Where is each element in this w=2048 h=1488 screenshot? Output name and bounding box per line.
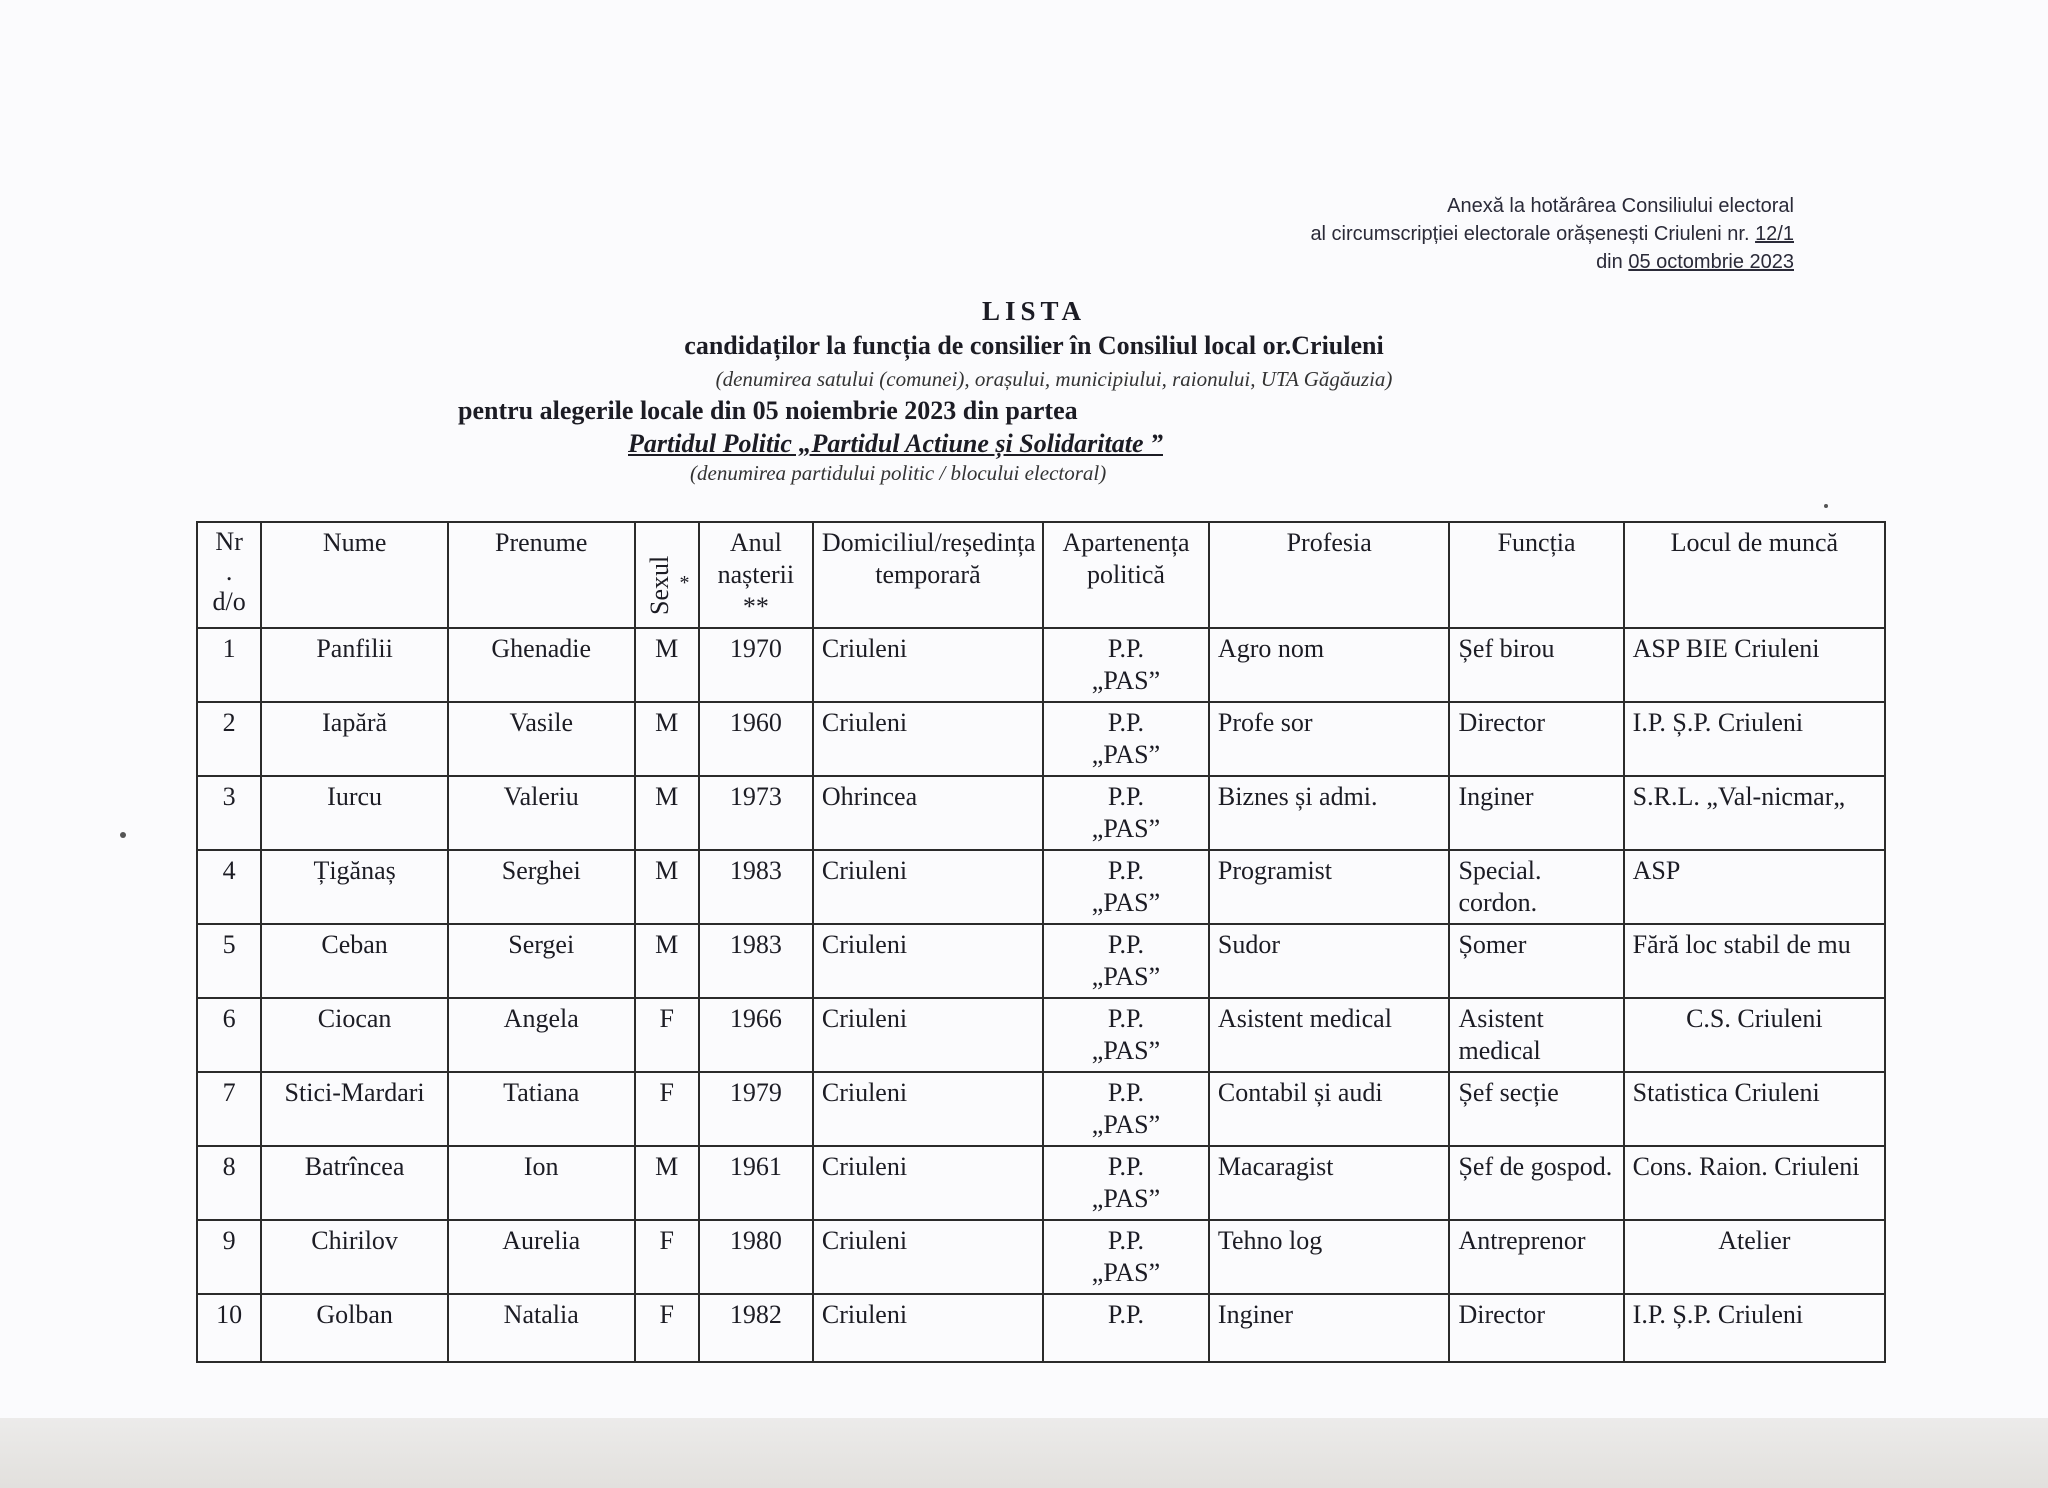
- cell-sex: M: [635, 924, 699, 998]
- cell-functia: Șef birou: [1449, 628, 1623, 702]
- col-sexul-label: Sexul: [644, 555, 674, 615]
- cell-profesia: Tehno log: [1209, 1220, 1450, 1294]
- cell-apartenenta: [1043, 1220, 1209, 1294]
- col-nr-3: d/o: [212, 587, 246, 616]
- cell-apartenenta: [1043, 776, 1209, 850]
- cell-anul: 1966: [699, 998, 813, 1072]
- apartenenta-line-2: „PAS”: [1091, 1184, 1161, 1213]
- col-locul: Locul de muncă: [1624, 522, 1885, 628]
- cell-prenume: Valeriu: [448, 776, 635, 850]
- cell-locul: C.S. Criuleni: [1624, 998, 1885, 1072]
- cell-nume: Țigănaș: [261, 850, 448, 924]
- cell-sex: M: [635, 776, 699, 850]
- cell-sex: F: [635, 1072, 699, 1146]
- col-anul-label: Anul nașterii: [717, 528, 795, 589]
- cell-prenume: Serghei: [448, 850, 635, 924]
- apartenenta-line-2: „PAS”: [1091, 814, 1161, 843]
- cell-anul: 1970: [699, 628, 813, 702]
- cell-functia: Inginer: [1449, 776, 1623, 850]
- col-apartenenta: Apartenența politică: [1043, 522, 1209, 628]
- cell-locul: S.R.L. „Val-nicmar„: [1624, 776, 1885, 850]
- apartenenta-line-1: P.P.: [1107, 930, 1145, 959]
- cell-nr: 7: [197, 1072, 261, 1146]
- cell-anul: 1961: [699, 1146, 813, 1220]
- apartenenta-line-1: P.P.: [1107, 1004, 1145, 1033]
- cell-domiciliu: Criuleni: [813, 1146, 1043, 1220]
- cell-nume: Iapără: [261, 702, 448, 776]
- paper-edge: [0, 1418, 2048, 1488]
- apartenenta-line-2: „PAS”: [1091, 1110, 1161, 1139]
- col-profesia: Profesia: [1209, 522, 1450, 628]
- cell-prenume: Aurelia: [448, 1220, 635, 1294]
- cell-locul: Fără loc stabil de mu: [1624, 924, 1885, 998]
- cell-domiciliu: Criuleni: [813, 628, 1043, 702]
- cell-nume: Ciocan: [261, 998, 448, 1072]
- table-row: [197, 850, 1885, 924]
- cell-apartenenta: [1043, 1072, 1209, 1146]
- cell-profesia: Programist: [1209, 850, 1450, 924]
- cell-sex: M: [635, 702, 699, 776]
- cell-profesia: Sudor: [1209, 924, 1450, 998]
- annex-line-3: [1310, 248, 1794, 276]
- table-row: [197, 1294, 1885, 1362]
- col-domiciliu: Domiciliul/reședința temporară: [813, 522, 1043, 628]
- cell-sex: M: [635, 1146, 699, 1220]
- apartenenta-line-1: P.P.: [1107, 1078, 1145, 1107]
- cell-nr: 8: [197, 1146, 261, 1220]
- col-nr-1: Nr: [215, 527, 243, 556]
- cell-sex: M: [635, 628, 699, 702]
- cell-anul: 1979: [699, 1072, 813, 1146]
- cell-profesia: Inginer: [1209, 1294, 1450, 1362]
- candidates-table: [196, 521, 1886, 1363]
- cell-domiciliu: Criuleni: [813, 1294, 1043, 1362]
- locality-hint: (denumirea satului (comunei), orașului, municipiului, raionului, UTA Găgăuzia): [715, 367, 1393, 391]
- cell-locul: ASP: [1624, 850, 1885, 924]
- decision-date: 05 octombrie 2023: [1628, 251, 1794, 273]
- apartenenta-line-1: P.P.: [1107, 1300, 1145, 1329]
- party-name: Partidul Politic „Partidul Actiune și Solidaritate ”: [628, 429, 1163, 458]
- apartenenta-line-1: P.P.: [1107, 782, 1145, 811]
- cell-anul: 1982: [699, 1294, 813, 1362]
- cell-prenume: Sergei: [448, 924, 635, 998]
- cell-anul: 1983: [699, 924, 813, 998]
- cell-locul: Atelier: [1624, 1220, 1885, 1294]
- cell-apartenenta: [1043, 1294, 1209, 1362]
- cell-nume: Chirilov: [261, 1220, 448, 1294]
- cell-functia: Șef secție: [1449, 1072, 1623, 1146]
- cell-nume: Iurcu: [261, 776, 448, 850]
- document-subtitle: candidaților la funcția de consilier în Consiliul local or.Criuleni: [684, 331, 1384, 360]
- cell-functia: Director: [1449, 1294, 1623, 1362]
- cell-nume: Ceban: [261, 924, 448, 998]
- cell-domiciliu: Criuleni: [813, 850, 1043, 924]
- apartenenta-line-1: P.P.: [1107, 634, 1145, 663]
- cell-sex: M: [635, 850, 699, 924]
- cell-nume: Golban: [261, 1294, 448, 1362]
- col-prenume: Prenume: [448, 522, 635, 628]
- cell-sex: F: [635, 1220, 699, 1294]
- cell-nr: 4: [197, 850, 261, 924]
- cell-prenume: Ghenadie: [448, 628, 635, 702]
- cell-nr: 2: [197, 702, 261, 776]
- cell-nr: 9: [197, 1220, 261, 1294]
- cell-functia: Șomer: [1449, 924, 1623, 998]
- cell-locul: ASP BIE Criuleni: [1624, 628, 1885, 702]
- apartenenta-line-2: „PAS”: [1091, 1036, 1161, 1065]
- annex-line-1: Anexă la hotărârea Consiliului electoral: [1447, 195, 1794, 217]
- cell-functia: Antreprenor: [1449, 1220, 1623, 1294]
- cell-nr: 5: [197, 924, 261, 998]
- table-row: [197, 1072, 1885, 1146]
- cell-apartenenta: [1043, 998, 1209, 1072]
- cell-locul: Cons. Raion. Criuleni: [1624, 1146, 1885, 1220]
- cell-apartenenta: [1043, 702, 1209, 776]
- header-row: [197, 522, 1885, 628]
- apartenenta-line-1: P.P.: [1107, 1226, 1145, 1255]
- cell-prenume: Vasile: [448, 702, 635, 776]
- cell-domiciliu: Criuleni: [813, 924, 1043, 998]
- cell-profesia: Macaragist: [1209, 1146, 1450, 1220]
- annex-line-2: [1310, 220, 1794, 248]
- cell-nume: Batrîncea: [261, 1146, 448, 1220]
- table-row: [197, 628, 1885, 702]
- document-title: LISTA: [981, 296, 1087, 326]
- cell-apartenenta: [1043, 924, 1209, 998]
- cell-sex: F: [635, 1294, 699, 1362]
- apartenenta-line-1: P.P.: [1107, 1152, 1145, 1181]
- cell-locul: Statistica Criuleni: [1624, 1072, 1885, 1146]
- annex-header: [1310, 192, 1794, 276]
- table-row: [197, 924, 1885, 998]
- cell-nume: Stici-Mardari: [261, 1072, 448, 1146]
- table-row: [197, 702, 1885, 776]
- cell-apartenenta: [1043, 628, 1209, 702]
- apartenenta-line-2: „PAS”: [1091, 666, 1161, 695]
- cell-nr: 1: [197, 628, 261, 702]
- cell-nr: 3: [197, 776, 261, 850]
- cell-anul: 1980: [699, 1220, 813, 1294]
- annex-date-prefix: din: [1596, 251, 1623, 273]
- cell-sex: F: [635, 998, 699, 1072]
- apartenenta-line-1: P.P.: [1107, 708, 1145, 737]
- party-hint: (denumirea partidului politic / blocului electoral): [690, 461, 1107, 485]
- apartenenta-line-2: „PAS”: [1091, 888, 1161, 917]
- cell-domiciliu: Ohrincea: [813, 776, 1043, 850]
- speck: [1824, 504, 1828, 508]
- apartenenta-line-1: P.P.: [1107, 856, 1145, 885]
- cell-anul: 1973: [699, 776, 813, 850]
- cell-functia: Șef de gospod.: [1449, 1146, 1623, 1220]
- cell-domiciliu: Criuleni: [813, 1220, 1043, 1294]
- cell-locul: I.P. Ș.P. Criuleni: [1624, 702, 1885, 776]
- table-row: [197, 776, 1885, 850]
- cell-nume: Panfilii: [261, 628, 448, 702]
- table-row: [197, 1220, 1885, 1294]
- col-nr: [197, 522, 261, 628]
- cell-profesia: Agro nom: [1209, 628, 1450, 702]
- cell-functia: Special. cordon.: [1449, 850, 1623, 924]
- cell-nr: 10: [197, 1294, 261, 1362]
- cell-functia: Director: [1449, 702, 1623, 776]
- cell-apartenenta: [1043, 850, 1209, 924]
- cell-profesia: Biznes și admi.: [1209, 776, 1450, 850]
- col-anul: [699, 522, 813, 628]
- col-sexul: [635, 522, 699, 628]
- cell-locul: I.P. Ș.P. Criuleni: [1624, 1294, 1885, 1362]
- apartenenta-line-2: „PAS”: [1091, 740, 1161, 769]
- table-row: [197, 1146, 1885, 1220]
- table-row: [197, 998, 1885, 1072]
- cell-anul: 1983: [699, 850, 813, 924]
- cell-profesia: Profe sor: [1209, 702, 1450, 776]
- col-sexul-mark: *: [679, 572, 690, 594]
- cell-profesia: Asistent medical: [1209, 998, 1450, 1072]
- cell-anul: 1960: [699, 702, 813, 776]
- apartenenta-line-2: „PAS”: [1091, 1258, 1161, 1287]
- cell-nr: 6: [197, 998, 261, 1072]
- cell-prenume: Natalia: [448, 1294, 635, 1362]
- cell-domiciliu: Criuleni: [813, 998, 1043, 1072]
- cell-prenume: Angela: [448, 998, 635, 1072]
- col-functia: Funcția: [1449, 522, 1623, 628]
- cell-domiciliu: Criuleni: [813, 1072, 1043, 1146]
- elections-line: pentru alegerile locale din 05 noiembrie 2023 din partea: [458, 396, 1078, 425]
- col-nume: Nume: [261, 522, 448, 628]
- col-nr-2: .: [225, 557, 233, 586]
- cell-prenume: Tatiana: [448, 1072, 635, 1146]
- cell-profesia: Contabil și audi: [1209, 1072, 1450, 1146]
- cell-apartenenta: [1043, 1146, 1209, 1220]
- cell-prenume: Ion: [448, 1146, 635, 1220]
- apartenenta-line-2: „PAS”: [1091, 962, 1161, 991]
- col-anul-mark: **: [742, 592, 769, 621]
- annex-line-2-text: al circumscripției electorale orășenești Criuleni nr.: [1310, 223, 1750, 245]
- cell-functia: Asistent medical: [1449, 998, 1623, 1072]
- speck: [120, 832, 126, 838]
- cell-domiciliu: Criuleni: [813, 702, 1043, 776]
- decision-number: 12/1: [1755, 223, 1794, 245]
